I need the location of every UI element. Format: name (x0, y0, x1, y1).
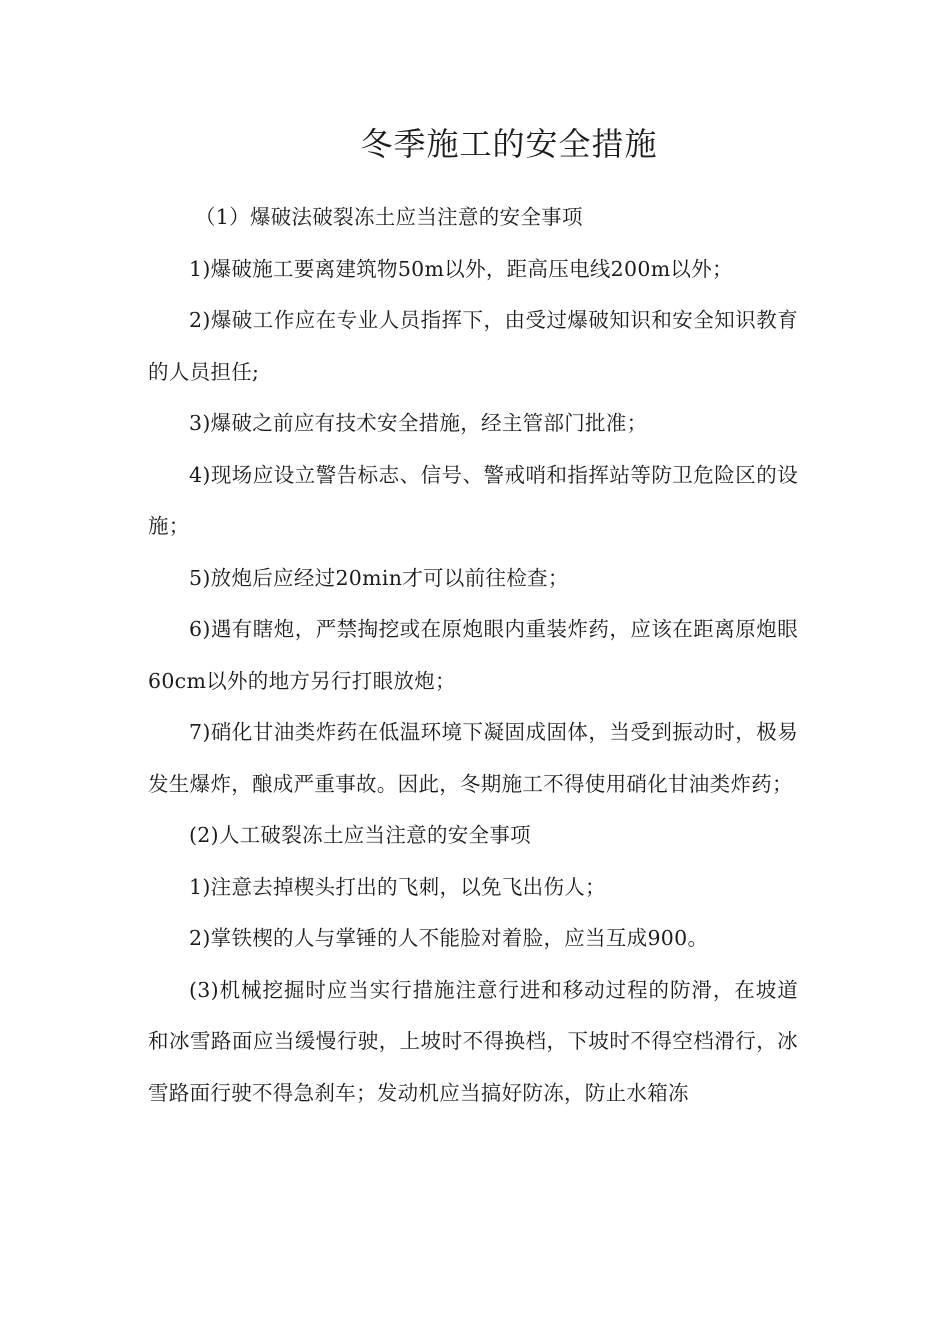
paragraph-item: 1)注意去掉楔头打出的飞刺，以免飞出伤人； (189, 874, 606, 899)
paragraph-section-2-heading: (2)人工破裂冻土应当注意的安全事项 (189, 823, 531, 847)
paragraph-item: 2)爆破工作应在专业人员指挥下，由受过爆破知识和安全知识教育的人员担任; (148, 308, 798, 384)
paragraph-item: 1)爆破施工要离建筑物50m以外，距高压电线200m以外； (189, 256, 733, 281)
paragraph-item: 3)爆破之前应有技术安全措施，经主管部门批准； (189, 411, 648, 435)
paragraph-section-3: (3)机械挖掘时应当实行措施注意行进和移动过程的防滑，在坡道和冰雪路面应当缓慢行驶，上坡时不得换档，下坡时不得空档滑行，冰雪路面行驶不得急刹车；发动机应当搞好防冻，防止水箱冻 (148, 977, 798, 1105)
paragraph-section-1-heading: （1）爆破法破裂冻土应当注意的安全事项 (195, 205, 583, 229)
document-body (148, 192, 798, 1119)
paragraph-item: 4)现场应设立警告标志、信号、警戒哨和指挥站等防卫危险区的设施； (148, 462, 798, 538)
paragraph-item: 5)放炮后应经过20min才可以前往检查； (189, 565, 569, 590)
paragraph-item: 6)遇有瞎炮，严禁掏挖或在原炮眼内重装炸药，应该在距离原炮眼60cm以外的地方另行打眼放炮； (148, 617, 798, 693)
paragraph-item: 7)硝化甘油类炸药在低温环境下凝固成固体，当受到振动时，极易发生爆炸，酿成严重事故。因此，冬期施工不得使用硝化甘油类炸药； (148, 720, 798, 796)
paragraph-item: 2)掌铁楔的人与掌锤的人不能脸对着脸，应当互成900。 (189, 926, 709, 950)
document-title: 冬季施工的安全措施 (360, 125, 658, 163)
